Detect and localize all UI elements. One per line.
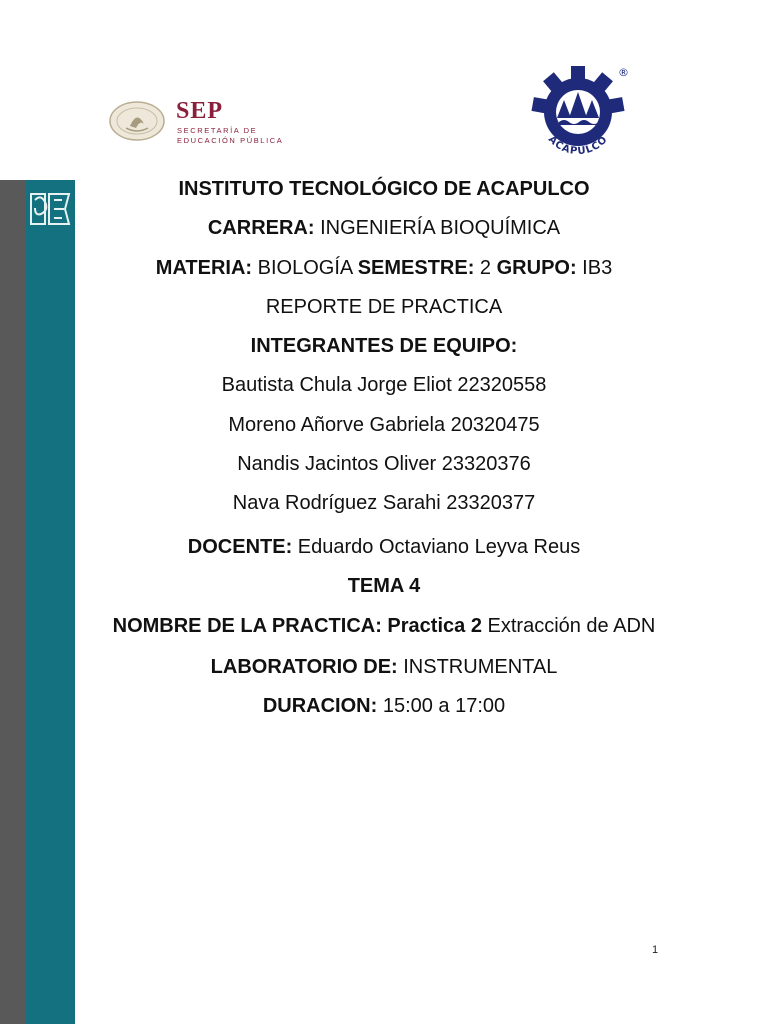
team-member: Nava Rodríguez Sarahi 23320377 (232, 492, 536, 515)
team-member: Nandis Jacintos Oliver 23320376 (237, 453, 531, 476)
mexico-seal-icon (108, 100, 166, 142)
practica-line: NOMBRE DE LA PRACTICA: Practica 2 Extracción de ADN (112, 615, 656, 638)
laboratorio-line: LABORATORIO DE: INSTRUMENTAL (210, 655, 558, 678)
report-title: REPORTE DE PRACTICA (265, 295, 503, 318)
registered-mark: ® (618, 66, 629, 79)
materia-line: MATERIA: BIOLOGÍA SEMESTRE: 2 GRUPO: IB3 (155, 256, 613, 279)
sep-logo (104, 78, 294, 174)
institution-name: INSTITUTO TECNOLÓGICO DE ACAPULCO (178, 178, 590, 200)
team-member: Bautista Chula Jorge Eliot 22320558 (221, 374, 547, 397)
ita-gear-logo (526, 60, 630, 164)
ita-logo-text: ACAPULCO (545, 134, 611, 158)
tema-line: TEMA 4 (347, 574, 421, 597)
institution-emblem-icon (27, 190, 73, 228)
sep-logo-subtitle: SECRETARÍA DE EDUCACIÓN PÚBLICA (177, 126, 284, 145)
side-bar-teal (26, 180, 75, 1024)
cover-content (100, 176, 668, 732)
duracion-line: DURACION: 15:00 a 17:00 (262, 694, 506, 717)
sep-logo-word: SEP (176, 98, 224, 124)
side-bar-gray (0, 180, 26, 1024)
carrera-line: CARRERA: INGENIERÍA BIOQUÍMICA (207, 217, 561, 240)
team-member: Moreno Añorve Gabriela 20320475 (228, 413, 540, 436)
docente-line: DOCENTE: Eduardo Octaviano Leyva Reus (187, 535, 581, 558)
team-heading: INTEGRANTES DE EQUIPO: (250, 335, 518, 358)
page-number: 1 (652, 944, 659, 956)
